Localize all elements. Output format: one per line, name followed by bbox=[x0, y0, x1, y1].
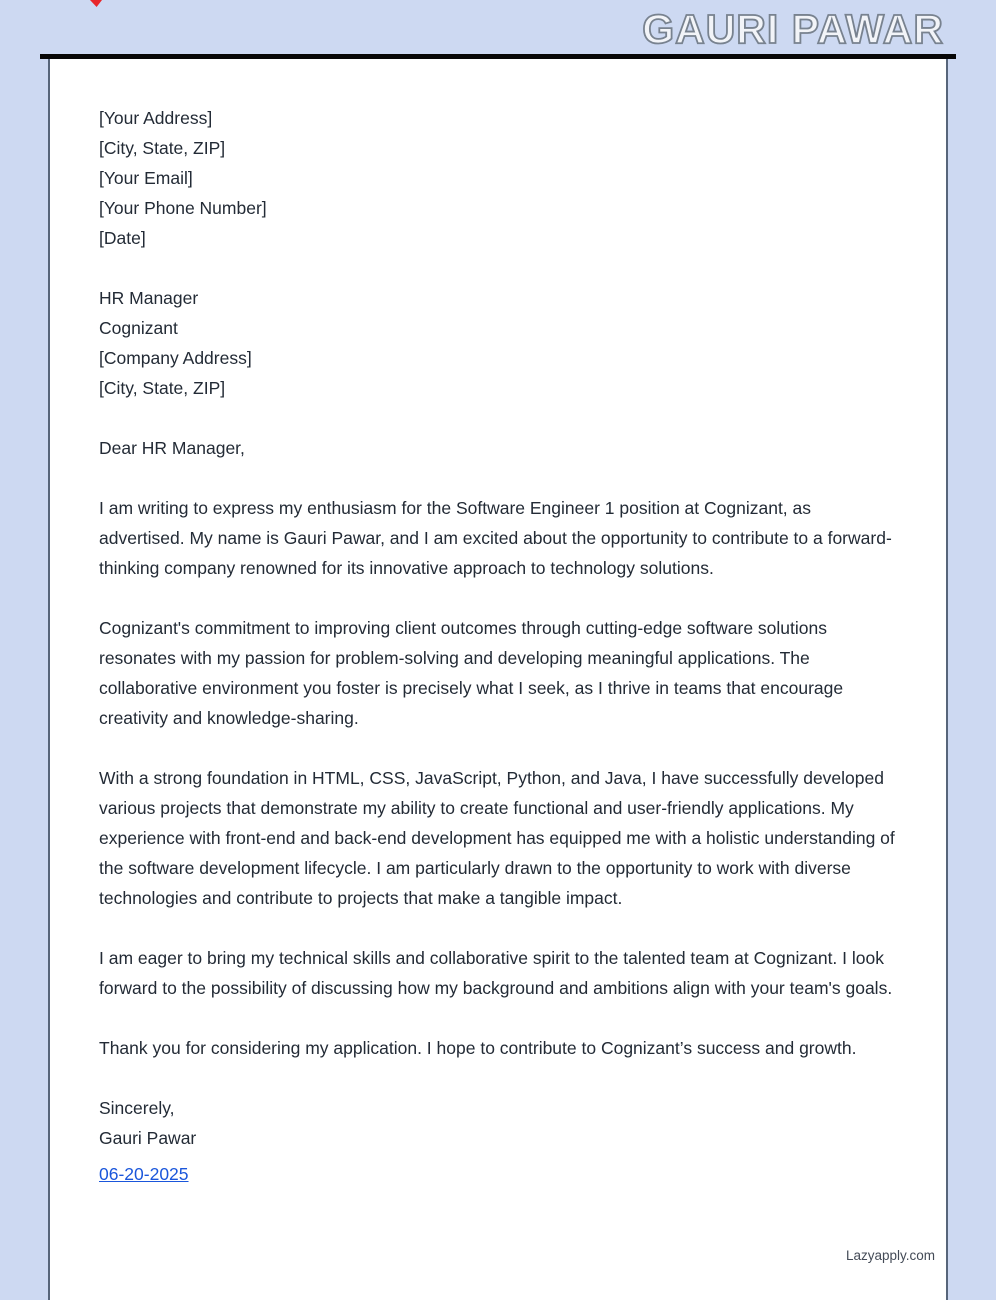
screen-capture-artifact bbox=[90, 0, 102, 7]
recipient-line: [Company Address] bbox=[99, 348, 252, 368]
sender-line: [City, State, ZIP] bbox=[99, 138, 226, 158]
letterhead-name: GAURI PAWAR bbox=[642, 6, 944, 52]
letter-page bbox=[48, 59, 948, 1300]
paragraph-thanks: Thank you for considering my application. I hope to contribute to Cognizant’s success and growth. bbox=[99, 1038, 857, 1058]
sender-line: [Date] bbox=[99, 228, 146, 248]
letter-body bbox=[50, 59, 946, 1189]
recipient-address-block bbox=[99, 283, 896, 403]
closing: Sincerely, bbox=[99, 1098, 175, 1118]
paragraph-eagerness: I am eager to bring my technical skills and collaborative spirit to the talented team at Cognizant. I look forward to the possibility of discussing how my background and ambitions align with your team's goals. bbox=[99, 948, 893, 998]
signature-name: Gauri Pawar bbox=[99, 1128, 197, 1148]
sender-line: [Your Address] bbox=[99, 108, 213, 128]
paragraph-skills: With a strong foundation in HTML, CSS, JavaScript, Python, and Java, I have successfully developed various projects that demonstrate my ability to create functional and user-friendly applications. My experience with front-end and back-end development has equipped me with a holistic understanding of the software development lifecycle. I am particularly drawn to the opportunity to work with diverse technologies and contribute to projects that make a tangible impact. bbox=[99, 768, 895, 908]
sender-line: [Your Email] bbox=[99, 168, 193, 188]
salutation: Dear HR Manager, bbox=[99, 438, 245, 458]
recipient-line: [City, State, ZIP] bbox=[99, 378, 226, 398]
recipient-line: Cognizant bbox=[99, 318, 178, 338]
sender-line: [Your Phone Number] bbox=[99, 198, 267, 218]
footer-brand: Lazyapply.com bbox=[845, 1248, 935, 1263]
recipient-line: HR Manager bbox=[99, 288, 199, 308]
paragraph-intro: I am writing to express my enthusiasm for the Software Engineer 1 position at Cognizant, as advertised. My name is Gauri Pawar, and I am excited about the opportunity to contribute to a forward-thinking company renowned for its innovative approach to technology solutions. bbox=[99, 498, 892, 578]
paragraph-company-fit: Cognizant's commitment to improving client outcomes through cutting-edge software solutions resonates with my passion for problem-solving and developing meaningful applications. The collaborative environment you foster is precisely what I seek, as I thrive in teams that encourage creativity and knowledge-sharing. bbox=[99, 618, 844, 728]
date-link[interactable]: 06-20-2025 bbox=[99, 1164, 189, 1184]
sender-address-block bbox=[99, 103, 896, 253]
